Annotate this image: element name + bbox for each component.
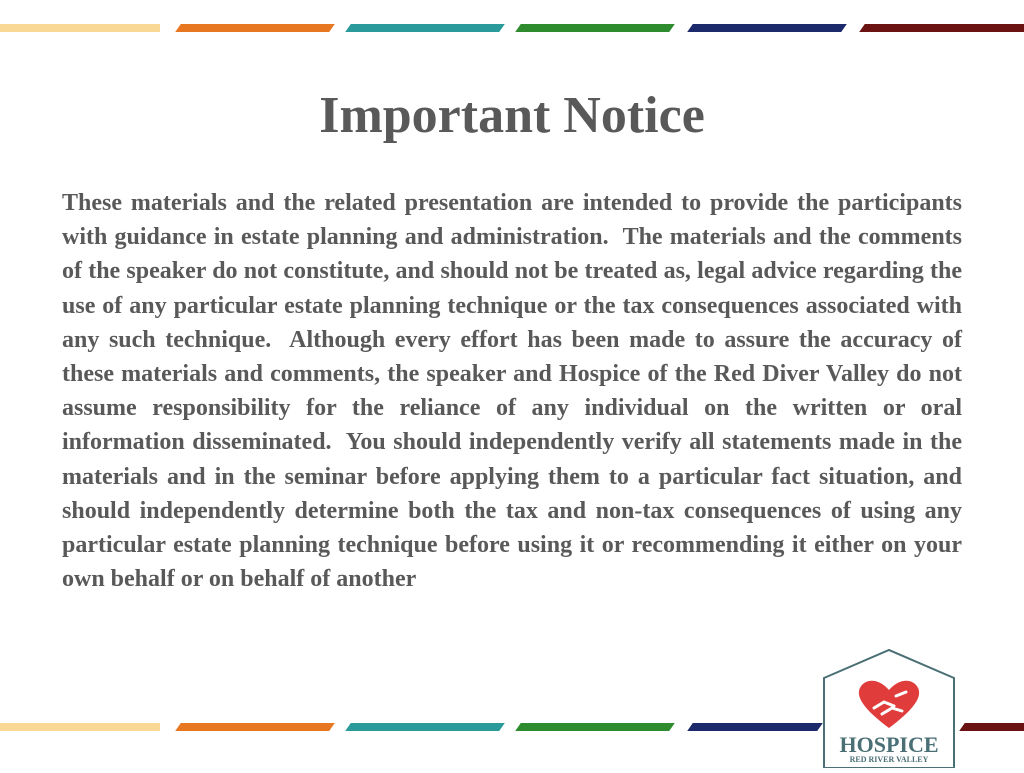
notice-body-text: These materials and the related presentation are intended to provide the participants with guidance in estate planning and administration. The materials and the comments of the speaker do not constitute, and should not be treated as, legal advice regarding the use of any particular estate planning technique or the tax consequences associated with any such technique. Although every effort has been made to assure the accuracy of these materials and comments, the speaker and Hospice of the Red Diver Valley do not assume responsibility for the reliance of any individual on the written or oral information disseminated. You should independently verify all statements made in the materials and in the seminar before applying them to a particular fact situation, and should independently determine both the tax and non-tax consequences of using any particular estate planning technique before using it or recommending it either on your own behalf or on behalf of another [62,190,962,593]
logo-subtitle-text: RED RIVER VALLEY [849,755,929,764]
hospice-logo [822,648,956,768]
stripe-segment-teal [345,24,505,32]
stripe-segment-orange [175,723,335,731]
stripe-segment-orange [175,24,335,32]
stripe-segment-gold [0,723,160,731]
stripe-segment-teal [345,723,505,731]
stripe-segment-gold [0,24,160,32]
logo-name-text: HOSPICE [839,732,939,757]
stripe-segment-navy [687,723,823,731]
slide-title: Important Notice [319,87,705,144]
stripe-segment-maroon [859,24,1024,32]
stripe-segment-maroon [959,723,1024,731]
stripe-segment-navy [687,24,847,32]
stripe-segment-green [515,24,675,32]
top-color-stripe [0,24,1024,32]
stripe-segment-green [515,723,675,731]
hospice-logo-graphic [822,648,956,768]
